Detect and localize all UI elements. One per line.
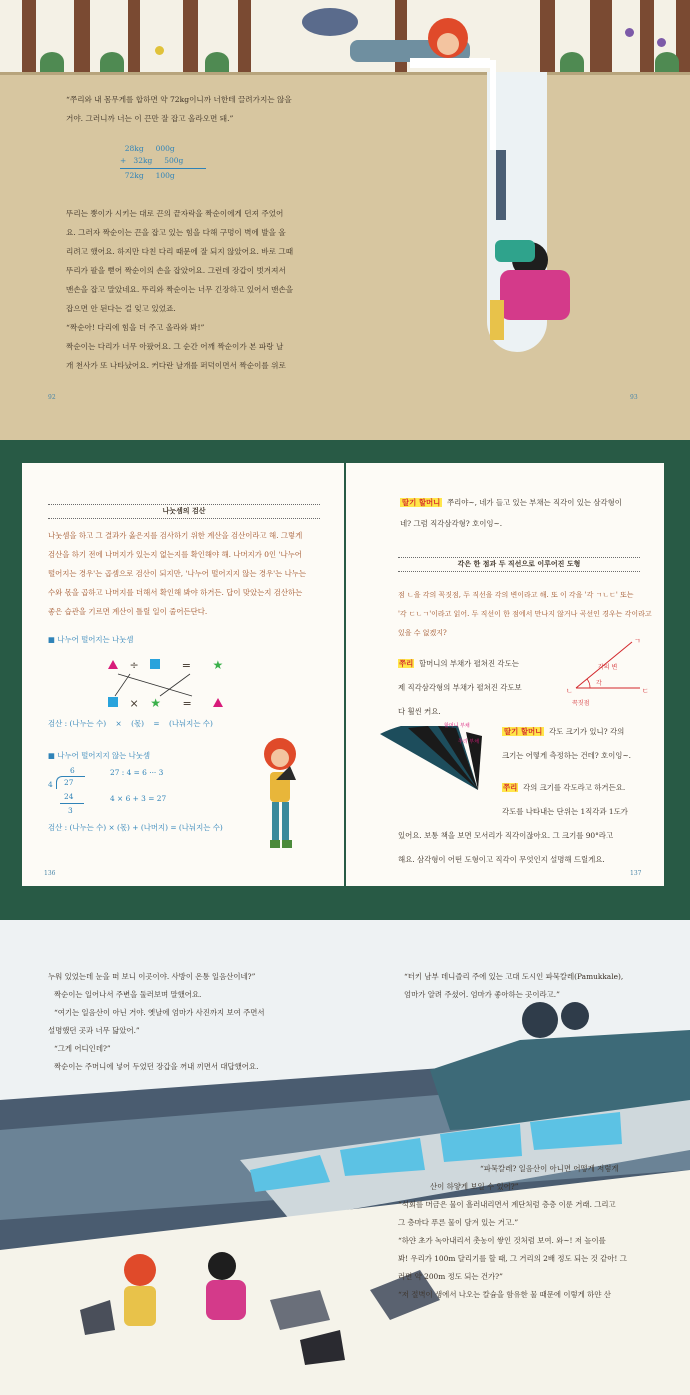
dialog-1: [400, 492, 650, 534]
triangle-icon: [108, 660, 118, 669]
ld-product: 24: [64, 792, 74, 801]
text-line: 뚜리는 뿡이가 시키는 대로 끈의 끝자락을 짝순이에게 던져 주었어: [66, 209, 284, 218]
text-line: 거야. 그러니까 너는 이 끈만 잘 잡고 올라오면 돼.”: [66, 114, 234, 123]
check-formula-1: 검산 : (나누는 수) × (몫) = (나눠지는 수): [48, 719, 213, 728]
text-line: 누워 있었는데 눈을 떠 보니 이곳이야. 사방이 온통 일음산이네?”: [48, 972, 256, 981]
title-rule: [48, 504, 320, 505]
text-line: 러면 약 200m 정도 되는 건가?”: [398, 1272, 503, 1281]
grass-tuft: [655, 52, 679, 72]
text-line: 산이 하얗게 보일 수 있어?”: [430, 1182, 519, 1191]
paragraph-1: [60, 90, 300, 128]
text-line: 있을 수 없겠지?: [398, 629, 447, 637]
dialog-3: [502, 720, 652, 768]
speaker-label: 쭈리: [503, 783, 518, 792]
dialog-4: [398, 776, 658, 872]
girl-with-fan-illustration: [246, 736, 312, 856]
text-line: 해요. 삼각형이 어떤 도형이고 직각이 무엇인지 설명해 드릴게요.: [398, 855, 605, 864]
tree-trunk: [238, 0, 251, 74]
check-formula-2: 검산 : (나누는 수) × (몫) + (나머지) = (나눠지는 수): [48, 823, 223, 832]
right-bottom-paragraph: [398, 1160, 678, 1304]
calc-row: 72kg 100g: [120, 171, 175, 180]
text-line: [502, 720, 652, 744]
text-line: 개 천사가 또 나타났어요. 커다란 날개를 퍼덕이면서 짝순이를 위로: [66, 361, 286, 370]
long-division: [46, 766, 96, 826]
text-line: 각도를 나타내는 단위는 1직각과 1도가: [502, 807, 628, 816]
title-rule: [48, 518, 320, 519]
text-line: “파묵칼레? 일음산이 아니면 어떻게 저렇게: [480, 1164, 619, 1173]
text-line: 나눗셈을 하고 그 결과가 옳은지를 검사하기 위한 계산을 검산이라고 해. 그렇게: [48, 531, 303, 540]
flower-icon: [657, 38, 666, 47]
text-line: “터키 남부 데니즐리 주에 있는 고대 도시인 파묵칼레(Pamukkale),: [404, 972, 624, 981]
symbol-equation-2: [108, 696, 223, 710]
math-spread: [0, 440, 690, 920]
section-title: 나눗셈의 검산: [162, 506, 206, 515]
symbol-equation-1: [108, 658, 223, 672]
title-rule: [398, 571, 640, 572]
intro-text: [48, 526, 328, 621]
divide-sign: ÷: [129, 659, 139, 672]
text-line: 있어요. 보통 책을 보면 모서리가 직각이잖아요. 그 크기를 90°라고: [398, 831, 614, 840]
page-number-right: 93: [630, 394, 638, 401]
text-line: “그게 어디인데?”: [54, 1044, 111, 1053]
page-number-left: 92: [48, 394, 56, 401]
text-line: 네? 그럼 직각삼각형? 호이잉~.: [400, 519, 503, 528]
square-icon: [150, 659, 160, 669]
text-line: 좋은 습관을 기르면 계산이 틀릴 일이 줄어든단다.: [48, 607, 208, 616]
dialog-text: 각의 크기를 각도라고 하거든요.: [522, 783, 626, 792]
text-line: [400, 492, 650, 513]
text-line: 잡으면 안 된다는 걸 잊고 있었죠.: [66, 304, 176, 313]
text-line: 제 직각삼각형의 부채가 펼쳐진 각도보: [398, 683, 522, 692]
rescue-illustration: [290, 0, 590, 360]
text-line: 요. 그러자 짝순이는 끈을 잡고 있는 힘을 다해 구멍이 벽에 발을 올: [66, 228, 286, 237]
grass-tuft: [40, 52, 64, 72]
check-equation: 4 × 6 + 3 = 27: [110, 794, 167, 803]
flower-icon: [155, 46, 164, 55]
dialog-text: 할머니의 부채가 펼쳐진 각도는: [418, 659, 519, 668]
angle-label-d: ㄷ: [642, 687, 649, 695]
text-line: 그 층마다 푸른 물이 담겨 있는 거고.”: [398, 1218, 519, 1227]
square-icon: [108, 697, 118, 707]
tree-trunk: [22, 0, 36, 74]
calc-row: 28kg 000g: [120, 144, 175, 153]
paragraph-2: [60, 204, 300, 375]
weight-calculation: [120, 143, 206, 182]
grass-tuft: [205, 52, 229, 72]
title-rule: [398, 557, 640, 558]
text-line: “여기는 일음산이 아닌 거야. 옛날에 엄마가 사진까지 보여 주면서: [54, 1008, 265, 1017]
text-line: 다 훨씬 커요.: [398, 707, 441, 716]
speaker-label: 딸기 할머니: [402, 498, 441, 507]
text-line: 짝순이는 다리가 너무 아팠어요. 그 순간 어깨 짝순이가 본 파랑 날: [66, 342, 284, 351]
angle-definition: [398, 586, 658, 643]
triangle-icon: [213, 698, 223, 707]
equal-sign: =: [182, 697, 192, 710]
ld-divisor: 4: [48, 780, 53, 789]
text-line: '각 ㄷㄴㄱ'이라고 읽어. 두 직선이 한 점에서 만나지 않거나 곡선인 경우는 각이라고: [398, 610, 652, 618]
tree-trunk: [128, 0, 140, 74]
tree-trunk: [74, 0, 90, 74]
speaker-label: 쭈리: [399, 659, 414, 668]
star-icon: ★: [150, 696, 161, 710]
text-line: 점 ㄴ을 각의 꼭짓점, 두 직선을 각의 변이라고 해. 또 이 각을 '각 ㄱㄴㄷ' 또는: [398, 591, 634, 599]
flower-icon: [625, 28, 634, 37]
fan-label-grandma: 할머니 부채: [444, 723, 470, 729]
heading-remainder: ■ 나누어 떨어지지 않는 나눗셈: [48, 751, 151, 760]
fan-label-jjuri: 쭈리 부채: [458, 739, 479, 745]
dialog-text: 쭈리야~, 네가 들고 있는 부채는 직각이 있는 삼각형이: [446, 498, 622, 507]
ld-quotient: 6: [70, 766, 75, 775]
text-line: 봐! 우리가 100m 달리기를 할 때, 그 거리의 2배 정도 되는 것 같아! 그: [398, 1254, 627, 1263]
text-line: 엄마가 알려 주셨어. 엄마가 좋아하는 곳이라고.”: [404, 990, 560, 999]
ld-remainder: 3: [68, 806, 73, 815]
story-spread-1: [0, 0, 690, 440]
left-paragraph: [48, 968, 308, 1076]
heading-divisible: ■ 나누어 떨어지는 나눗셈: [48, 635, 134, 644]
text-line: 짝순이는 주머니에 넣어 두었던 장갑을 꺼내 끼면서 대답했어요.: [54, 1062, 259, 1071]
dialog-2: [398, 652, 568, 724]
star-icon: ★: [212, 658, 224, 672]
text-line: 설명했던 곳과 너무 닮았어.”: [48, 1026, 140, 1035]
calc-row: + 32kg 500g: [120, 156, 184, 165]
dialog-text: 각도 크기가 있니? 각의: [548, 727, 625, 736]
text-line: “쭈리와 내 몸무게를 합하면 약 72kg이니까 너한테 끌려가지는 않을: [66, 95, 292, 104]
page-number-right: 137: [630, 870, 642, 877]
text-line: [398, 652, 568, 676]
angle-vertex-label: 꼭짓점: [572, 700, 590, 707]
angle-label-g: ㄱ: [634, 637, 641, 645]
ld-dividend: 27: [64, 778, 74, 787]
text-line: “석회를 머금은 물이 흘러내리면서 계단처럼 층층 이룬 거래. 그리고: [398, 1200, 616, 1209]
ld-rule: [60, 803, 84, 804]
text-line: 떨어지는 경우'는 곱셈으로 검산이 되지만, '나누어 떨어지지 않는 경우'는 나누는: [48, 569, 307, 578]
story-spread-3: [0, 920, 690, 1395]
text-line: “하얀 초가 녹아내리서 촛농이 쌓인 것처럼 보여. 와~! 저 높이를: [398, 1236, 606, 1245]
angle-label-n: ㄴ: [566, 687, 573, 695]
tree-trunk: [183, 0, 198, 74]
tree-trunk: [590, 0, 612, 74]
section-title: 각은 한 점과 두 직선으로 이루어진 도형: [457, 559, 581, 568]
text-line: 리려고 했어요. 하지만 다친 다리 때문에 잘 되지 않았어요. 바로 그때: [66, 247, 294, 256]
text-line: 수와 몫을 곱하고 나머지를 더해서 확인해 봐야 하거든. 답이 맞았는지 검산하는: [48, 588, 303, 597]
text-line: 뚜리가 팔을 뻗어 짝순이의 손을 잡았어요. 그런데 장갑이 벗겨져서: [66, 266, 286, 275]
grass-tuft: [100, 52, 124, 72]
text-line: [398, 776, 658, 800]
division-equation: 27 : 4 = 6 ··· 3: [110, 768, 164, 777]
multiply-sign: ×: [129, 697, 139, 710]
angle-mark-label: 각: [596, 680, 602, 687]
angle-side-label: 각의 변: [598, 664, 618, 671]
calc-rule: [120, 168, 206, 169]
text-line: “저 절벽이 생에서 나오는 칼슘을 함유한 물 때문에 이렇게 하얀 산: [398, 1290, 611, 1299]
tree-trunk: [640, 0, 654, 74]
speaker-label: 딸기 할머니: [504, 727, 543, 736]
text-line: 검산을 하기 전에 나머지가 있는지 없는지를 확인해야 해. 나머지가 0인 '나누어: [48, 550, 302, 559]
text-line: “짝순아! 다리에 힘을 더 주고 올라와 봐!”: [66, 323, 205, 332]
page-number-left: 136: [44, 870, 56, 877]
text-line: 크기는 어떻게 측정하는 건데? 호이잉~.: [502, 751, 631, 760]
equal-sign: =: [181, 659, 191, 672]
text-line: 짝순이는 일어나서 주변을 둘러보며 말했어요.: [54, 990, 202, 999]
right-top-paragraph: [404, 968, 654, 1004]
text-line: 맨손을 잡고 말았네요. 뚜리와 짝순이는 너무 긴장하고 있어서 맨손을: [66, 285, 294, 294]
